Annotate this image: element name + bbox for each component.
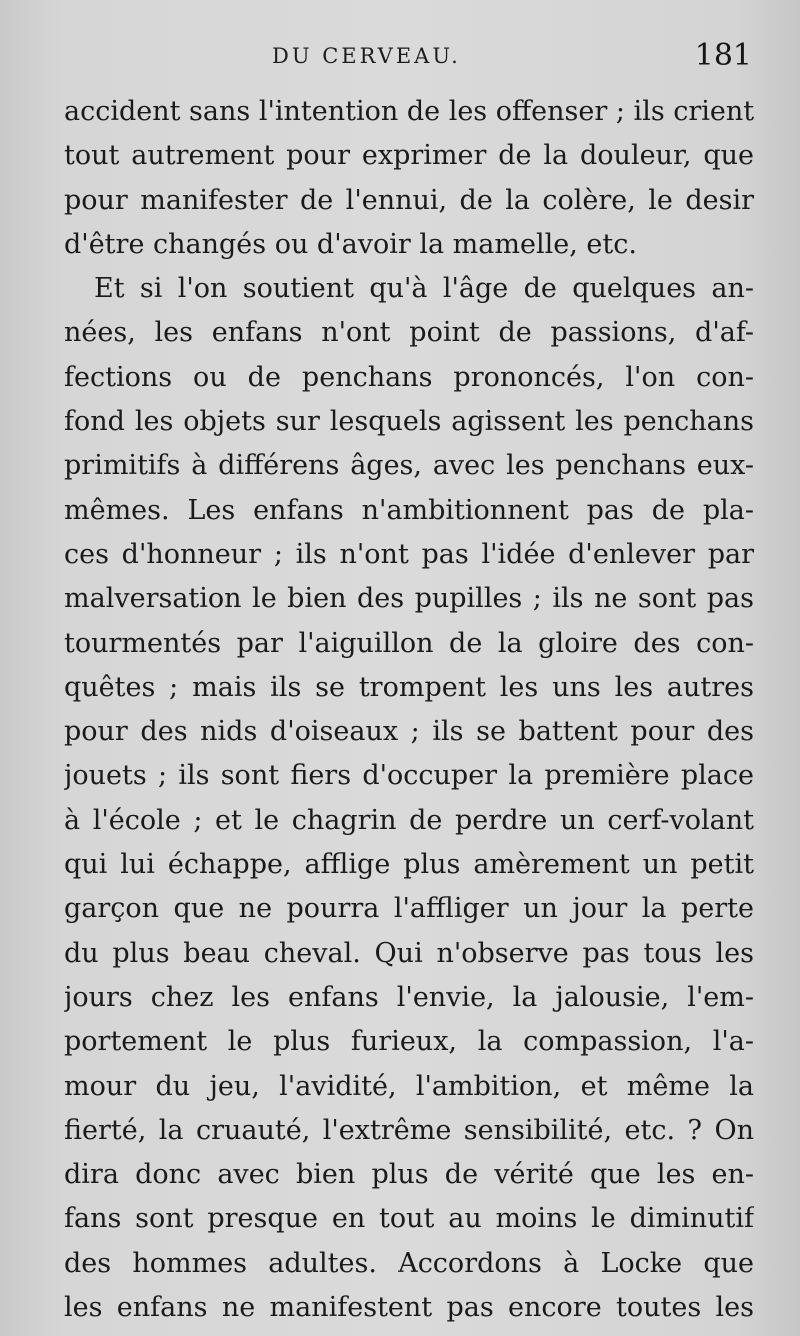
text-line: à l'école ; et le chagrin de perdre un cerf-volant [64, 804, 754, 836]
text-line: tourmentés par l'aiguillon de la gloire des con- [64, 627, 754, 659]
text-line: tout autrement pour exprimer de la douleur, que [64, 140, 754, 172]
text-line: fections ou de penchans prononcés, l'on con- [64, 361, 754, 393]
page-number: 181 [694, 38, 752, 73]
text-line: portement le plus furieux, la compassion, l'a- [64, 1026, 754, 1058]
text-line: qui lui échappe, afflige plus amèrement un petit [64, 849, 754, 881]
text-line: fans sont presque en tout au moins le diminutif [64, 1203, 754, 1235]
text-line: malversation le bien des pupilles ; ils ne sont pas [64, 583, 754, 615]
text-line: les enfans ne manifestent pas encore toutes les [64, 1292, 754, 1324]
text-line: nées, les enfans n'ont point de passions, d'af- [64, 317, 754, 349]
text-line: des hommes adultes. Accordons à Locke que [64, 1247, 754, 1279]
text-line: du plus beau cheval. Qui n'observe pas tous les [64, 937, 754, 969]
text-line: Et si l'on soutient qu'à l'âge de quelques an- [94, 273, 754, 305]
text-line: accident sans l'intention de les offenser ; ils crient [64, 96, 754, 127]
text-line: garçon que ne pourra l'affliger un jour la perte [64, 893, 754, 925]
text-line: quêtes ; mais ils se trompent les uns les autres [64, 671, 754, 703]
text-line: primitifs à différens âges, avec les penchans eux- [64, 450, 754, 482]
body-text [64, 90, 754, 1330]
running-head: DU CERVEAU. [272, 44, 461, 68]
text-line: pour manifester de l'ennui, de la colère, le desir [64, 184, 754, 216]
text-line: mêmes. Les enfans n'ambitionnent pas de pla- [64, 494, 754, 526]
text-line: ces d'honneur ; ils n'ont pas l'idée d'enlever par [64, 538, 754, 570]
text-line: mour du jeu, l'avidité, l'ambition, et même la [64, 1070, 754, 1102]
text-line: jouets ; ils sont fiers d'occuper la première place [64, 760, 754, 792]
text-line: dira donc avec bien plus de vérité que les en- [64, 1159, 754, 1191]
text-line: fierté, la cruauté, l'extrême sensibilité, etc. ? On [64, 1114, 754, 1146]
text-line: pour des nids d'oiseaux ; ils se battent pour des [64, 716, 754, 748]
text-line: d'être changés ou d'avoir la mamelle, etc. [64, 228, 637, 260]
text-line: jours chez les enfans l'envie, la jalousie, l'em- [64, 981, 754, 1013]
page-header [0, 40, 800, 80]
text-line: fond les objets sur lesquels agissent les penchans [64, 406, 754, 438]
